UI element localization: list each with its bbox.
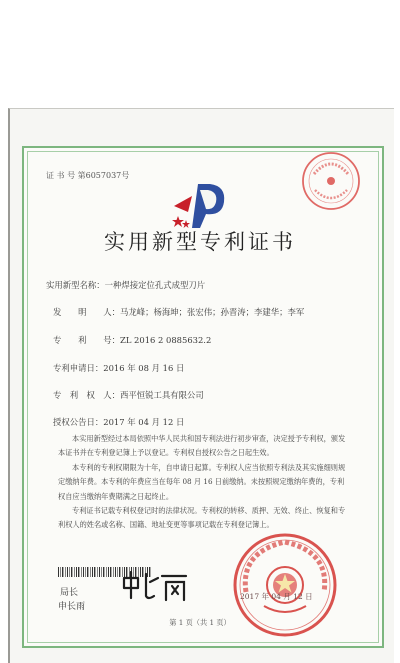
page-number: 第 1 页（共 1 页） [169,618,231,627]
director-title: 局长 [60,588,79,598]
patent-office-emblem-icon [170,176,232,232]
filing-date-row [53,362,184,374]
director-name: 申长雨 [58,602,86,612]
patent-number-value: ZL 2016 2 0885632.2 [120,335,212,345]
grant-date-row [53,416,184,428]
body-paragraph: 专利证书记载专利权登记时的法律状况。专利权的转移、质押、无效、终止、恢复和专利权人的姓名或名称、国籍、地址变更等事项记载在专利登记簿上。 [58,506,346,530]
patentee-row [53,389,204,401]
utility-model-name-row [46,279,205,291]
patentee-value: 西平恒锐工具有限公司 [120,390,204,400]
filing-date-value: 2016 年 08 月 16 日 [103,363,185,373]
certificate-body [58,432,346,533]
patentee-label: 专 利 权 人： [53,390,120,400]
inventor-row [53,306,304,318]
grant-date-label: 授权公告日： [53,417,104,427]
page-title: 实用新型专利证书 [104,230,296,254]
inventor-value: 马龙峰；杨海坤；张宏伟；孙晋涛；李建华；李军 [120,307,305,317]
filing-date-label: 专利申请日： [53,363,104,373]
patent-number-row [53,334,211,346]
patent-number-label: 专 利 号： [53,335,120,345]
scan-top-margin [0,0,400,108]
grant-date-value: 2017 年 04 月 12 日 [103,417,185,427]
seal-date: 2017 年 04 月 12 日 [240,592,313,601]
utility-model-name-value: 一种焊接定位孔式成型刀片 [104,280,206,290]
body-paragraph: 本实用新型经过本局依照中华人民共和国专利法进行初步审查，决定授予专利权，颁发本证书并在专利登记簿上予以登记。专利权自授权公告之日起生效。 [58,434,346,458]
body-paragraph: 本专利的专利权期限为十年，自申请日起算。专利权人应当依照专利法及其实施细则规定缴纳年费。本专利的年费应当在每年 08 月 16 日前缴纳。未按照规定缴纳年费的，专利权自应当缴纳年费期满之日起终止。 [58,462,346,501]
certificate-number: 证 书 号 第6057037号 [46,171,130,180]
inventor-label: 发 明 人： [53,307,120,317]
round-seal-icon [300,150,362,212]
handwritten-signature-icon [120,568,190,606]
utility-model-name-label: 实用新型名称： [46,280,105,290]
